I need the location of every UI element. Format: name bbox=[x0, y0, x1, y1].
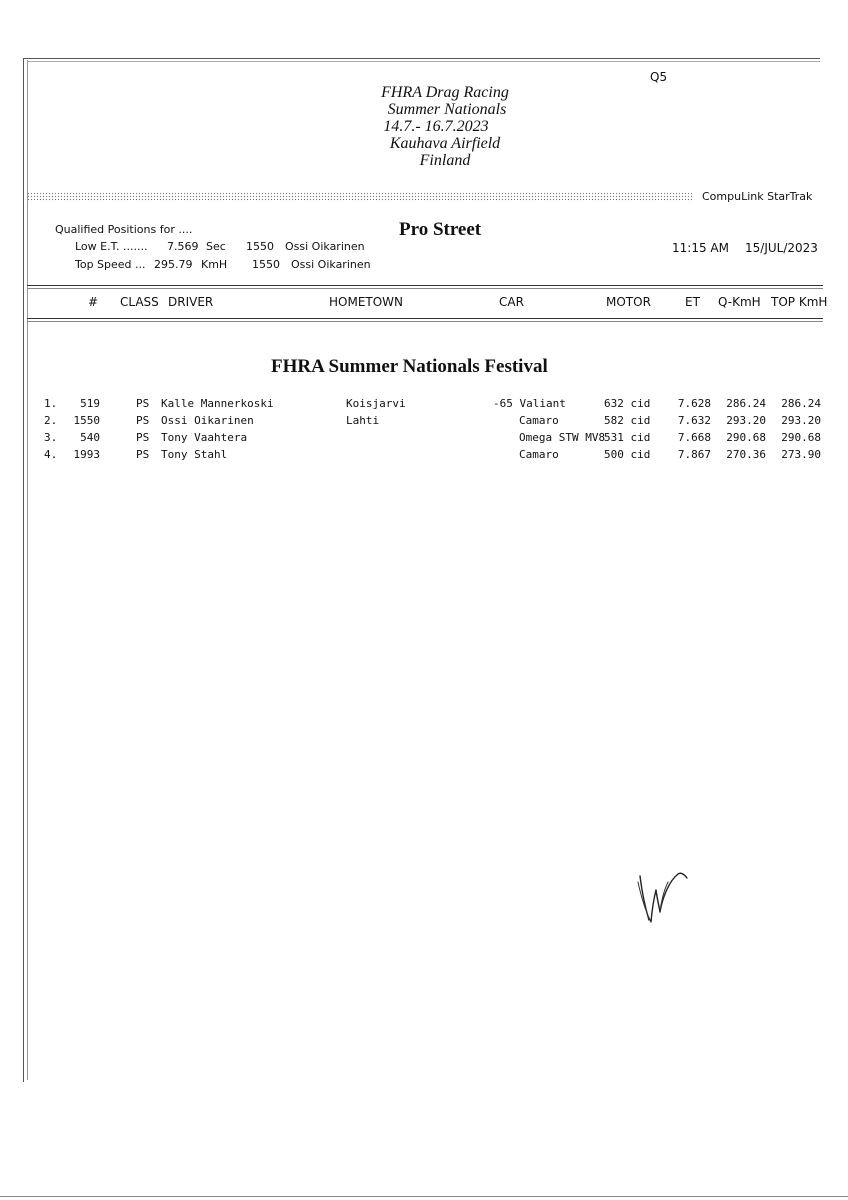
row-hometown: Lahti bbox=[346, 414, 380, 427]
handwritten-signature bbox=[632, 862, 702, 932]
low-et-label: Low E.T. ....... bbox=[75, 240, 148, 253]
row-qkmh: 286.24 bbox=[726, 397, 766, 410]
row-driver: Kalle Mannerkoski bbox=[161, 397, 274, 410]
col-header-qkmh: Q-KmH bbox=[718, 295, 761, 309]
report-date: 15/JUL/2023 bbox=[745, 241, 818, 255]
row-number: 1993 bbox=[73, 448, 100, 461]
row-position: 1. bbox=[44, 397, 58, 410]
row-et: 7.668 bbox=[677, 431, 711, 444]
row-top-kmh: 273.90 bbox=[781, 448, 821, 461]
low-et-unit: Sec bbox=[206, 240, 226, 253]
row-qkmh: 290.68 bbox=[726, 431, 766, 444]
row-top-kmh: 290.68 bbox=[781, 431, 821, 444]
low-et-number: 1550 bbox=[246, 240, 274, 253]
top-speed-number: 1550 bbox=[252, 258, 280, 271]
row-et: 7.628 bbox=[677, 397, 711, 410]
row-qkmh: 270.36 bbox=[726, 448, 766, 461]
table-row bbox=[0, 448, 848, 465]
col-header-motor: MOTOR bbox=[606, 295, 651, 309]
header-rule-top-inner bbox=[27, 288, 823, 289]
report-time: 11:15 AM bbox=[672, 241, 729, 255]
row-motor: 632 cid bbox=[604, 397, 651, 410]
event-country: Finland bbox=[419, 152, 471, 169]
row-number: 519 bbox=[80, 397, 100, 410]
row-car: Omega STW MV8 bbox=[519, 431, 606, 444]
row-motor: 582 cid bbox=[604, 414, 651, 427]
row-class: PS bbox=[136, 448, 150, 461]
row-motor: 531 cid bbox=[604, 431, 651, 444]
header-rule-bottom-inner bbox=[27, 321, 823, 322]
page-border-left-inner bbox=[27, 60, 28, 1080]
col-header-driver: DRIVER bbox=[168, 295, 214, 309]
category-title: Pro Street bbox=[399, 219, 482, 240]
event-dates: 14.7.- 16.7.2023 bbox=[383, 118, 489, 135]
row-number: 1550 bbox=[73, 414, 100, 427]
event-venue: Kauhava Airfield bbox=[389, 135, 501, 152]
row-driver: Ossi Oikarinen bbox=[161, 414, 254, 427]
row-qkmh: 293.20 bbox=[726, 414, 766, 427]
row-top-kmh: 286.24 bbox=[781, 397, 821, 410]
row-car: -65 Valiant bbox=[493, 397, 566, 410]
row-class: PS bbox=[136, 414, 150, 427]
row-number: 540 bbox=[80, 431, 100, 444]
section-title: FHRA Summer Nationals Festival bbox=[271, 356, 548, 377]
row-hometown: Koisjarvi bbox=[346, 397, 406, 410]
top-speed-unit: KmH bbox=[201, 258, 228, 271]
row-position: 3. bbox=[44, 431, 58, 444]
event-name: FHRA Drag Racing bbox=[381, 84, 509, 101]
page-border-top bbox=[23, 58, 820, 59]
col-header-et: ET bbox=[685, 295, 700, 309]
qualified-label: Qualified Positions for .... bbox=[55, 223, 193, 236]
col-header-car: CAR bbox=[499, 295, 524, 309]
row-car: Camaro bbox=[519, 414, 559, 427]
table-row bbox=[0, 431, 848, 448]
col-header-hometown: HOMETOWN bbox=[329, 295, 404, 309]
col-header-class: CLASS bbox=[120, 295, 159, 309]
table-row bbox=[0, 414, 848, 431]
low-et-driver: Ossi Oikarinen bbox=[285, 240, 365, 253]
dotted-band bbox=[27, 192, 692, 202]
event-title-block bbox=[340, 84, 550, 169]
top-speed-label: Top Speed ... bbox=[75, 258, 146, 271]
page-border-top-inner bbox=[27, 61, 820, 62]
row-top-kmh: 293.20 bbox=[781, 414, 821, 427]
software-label: CompuLink StarTrak bbox=[702, 190, 813, 203]
row-car: Camaro bbox=[519, 448, 559, 461]
row-position: 2. bbox=[44, 414, 58, 427]
page-bottom-edge bbox=[0, 1196, 848, 1197]
row-driver: Tony Stahl bbox=[161, 448, 228, 461]
page-border-left bbox=[23, 58, 24, 1082]
row-et: 7.632 bbox=[677, 414, 711, 427]
low-et-value: 7.569 bbox=[167, 240, 199, 253]
row-driver: Tony Vaahtera bbox=[161, 431, 248, 444]
event-subtitle: Summer Nationals bbox=[387, 101, 507, 118]
table-row bbox=[0, 397, 848, 414]
header-rule-top bbox=[27, 285, 823, 286]
top-speed-value: 295.79 bbox=[154, 258, 193, 271]
row-position: 4. bbox=[44, 448, 58, 461]
row-motor: 500 cid bbox=[604, 448, 651, 461]
col-header-number: # bbox=[88, 295, 99, 309]
top-speed-driver: Ossi Oikarinen bbox=[291, 258, 371, 271]
col-header-top-kmh: TOP KmH bbox=[771, 295, 828, 309]
row-class: PS bbox=[136, 431, 150, 444]
header-rule-bottom bbox=[27, 318, 823, 319]
row-class: PS bbox=[136, 397, 150, 410]
page-code: Q5 bbox=[650, 70, 668, 84]
row-et: 7.867 bbox=[677, 448, 711, 461]
